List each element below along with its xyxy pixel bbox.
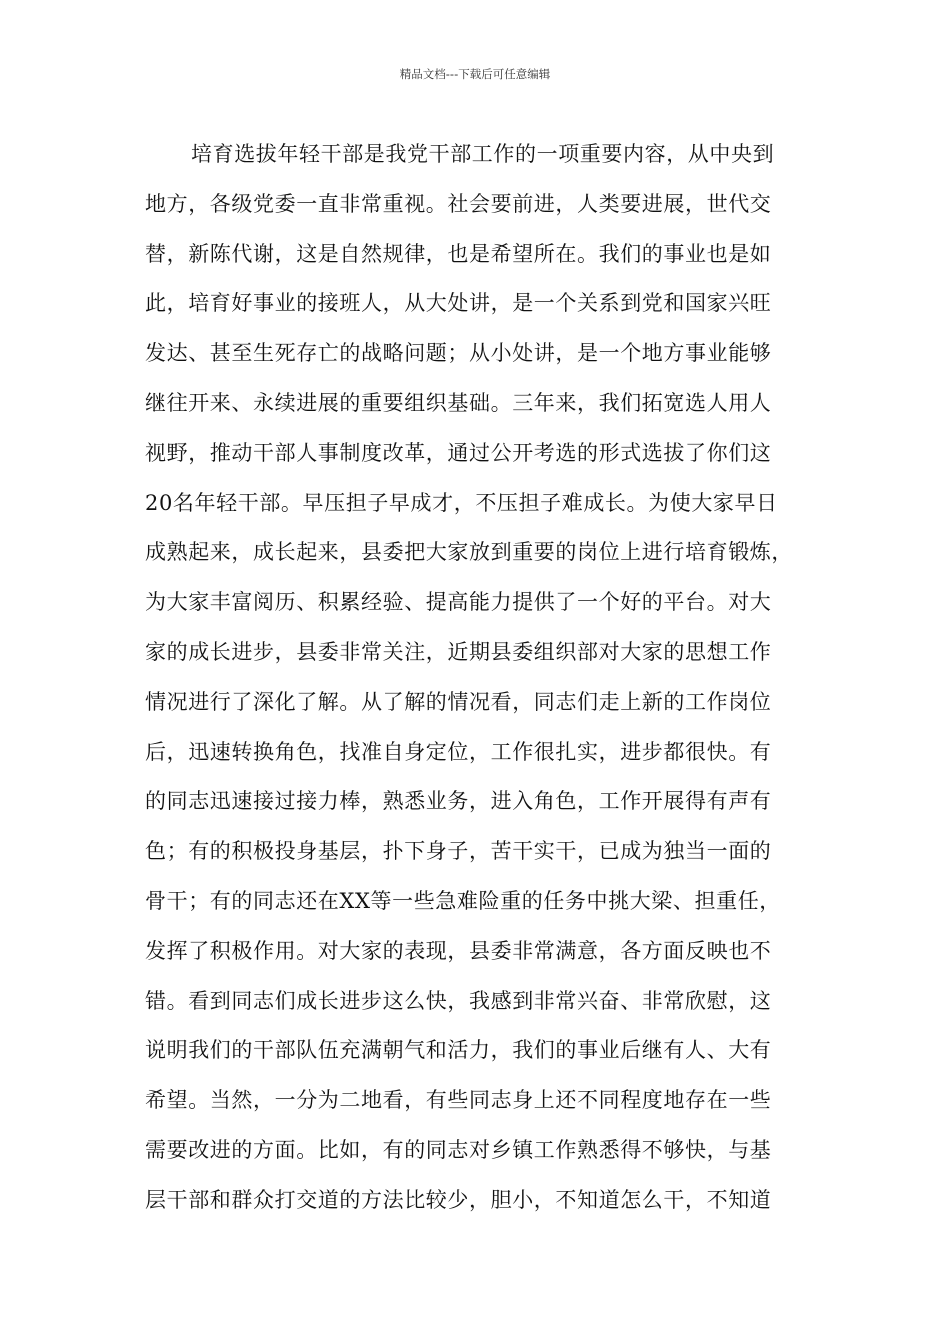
text-line: 为大家丰富阅历、积累经验、提高能力提供了一个好的平台。对大 (145, 590, 772, 615)
text-line: 20名年轻干部。早压担子早成才，不压担子难成长。为使大家早日 (145, 490, 778, 515)
text-line: 培育选拔年轻干部是我党干部工作的一项重要内容，从中央到 (191, 142, 775, 166)
text-line: 发达、甚至生死存亡的战略问题；从小处讲，是一个地方事业能够 (145, 341, 772, 366)
text-line: 需要改进的方面。比如，有的同志对乡镇工作熟悉得不够快，与基 (145, 1137, 772, 1162)
text-line: 的同志迅速接过接力棒，熟悉业务，进入角色，工作开展得有声有 (145, 789, 772, 814)
text-line: 层干部和群众打交道的方法比较少，胆小，不知道怎么干，不知道 (145, 1187, 772, 1212)
text-line: 家的成长进步，县委非常关注，近期县委组织部对大家的思想工作 (145, 639, 772, 664)
text-line: 色；有的积极投身基层，扑下身子，苦干实干，已成为独当一面的 (145, 839, 772, 864)
text-line: 希望。当然，一分为二地看，有些同志身上还不同程度地存在一些 (145, 1088, 772, 1113)
page-header: 精品文档---下载后可任意编辑 (399, 67, 551, 81)
body-paragraph (145, 130, 793, 1226)
text-line: 情况进行了深化了解。从了解的情况看，同志们走上新的工作岗位 (145, 689, 772, 714)
text-line: 继往开来、永续进展的重要组织基础。三年来，我们拓宽选人用人 (145, 390, 772, 415)
text-line: 说明我们的干部队伍充满朝气和活力，我们的事业后继有人、大有 (145, 1038, 772, 1063)
text-line: 成熟起来，成长起来，县委把大家放到重要的岗位上进行培育锻炼， (145, 540, 793, 565)
text-line: 此，培育好事业的接班人，从大处讲，是一个关系到党和国家兴旺 (145, 291, 772, 316)
text-line: 替，新陈代谢，这是自然规律，也是希望所在。我们的事业也是如 (145, 241, 772, 266)
text-line: 后，迅速转换角色，找准自身定位，工作很扎实，进步都很快。有 (145, 739, 772, 764)
text-line: 错。看到同志们成长进步这么快，我感到非常兴奋、非常欣慰，这 (145, 988, 772, 1013)
text-line: 发挥了积极作用。对大家的表现，县委非常满意，各方面反映也不 (145, 938, 772, 963)
text-line: 骨干；有的同志还在XX等一些急难险重的任务中挑大梁、担重任， (145, 888, 781, 913)
text-line: 地方，各级党委一直非常重视。社会要前进，人类要进展，世代交 (145, 191, 772, 216)
text-line: 视野，推动干部人事制度改革，通过公开考选的形式选拔了你们这 (145, 440, 772, 465)
